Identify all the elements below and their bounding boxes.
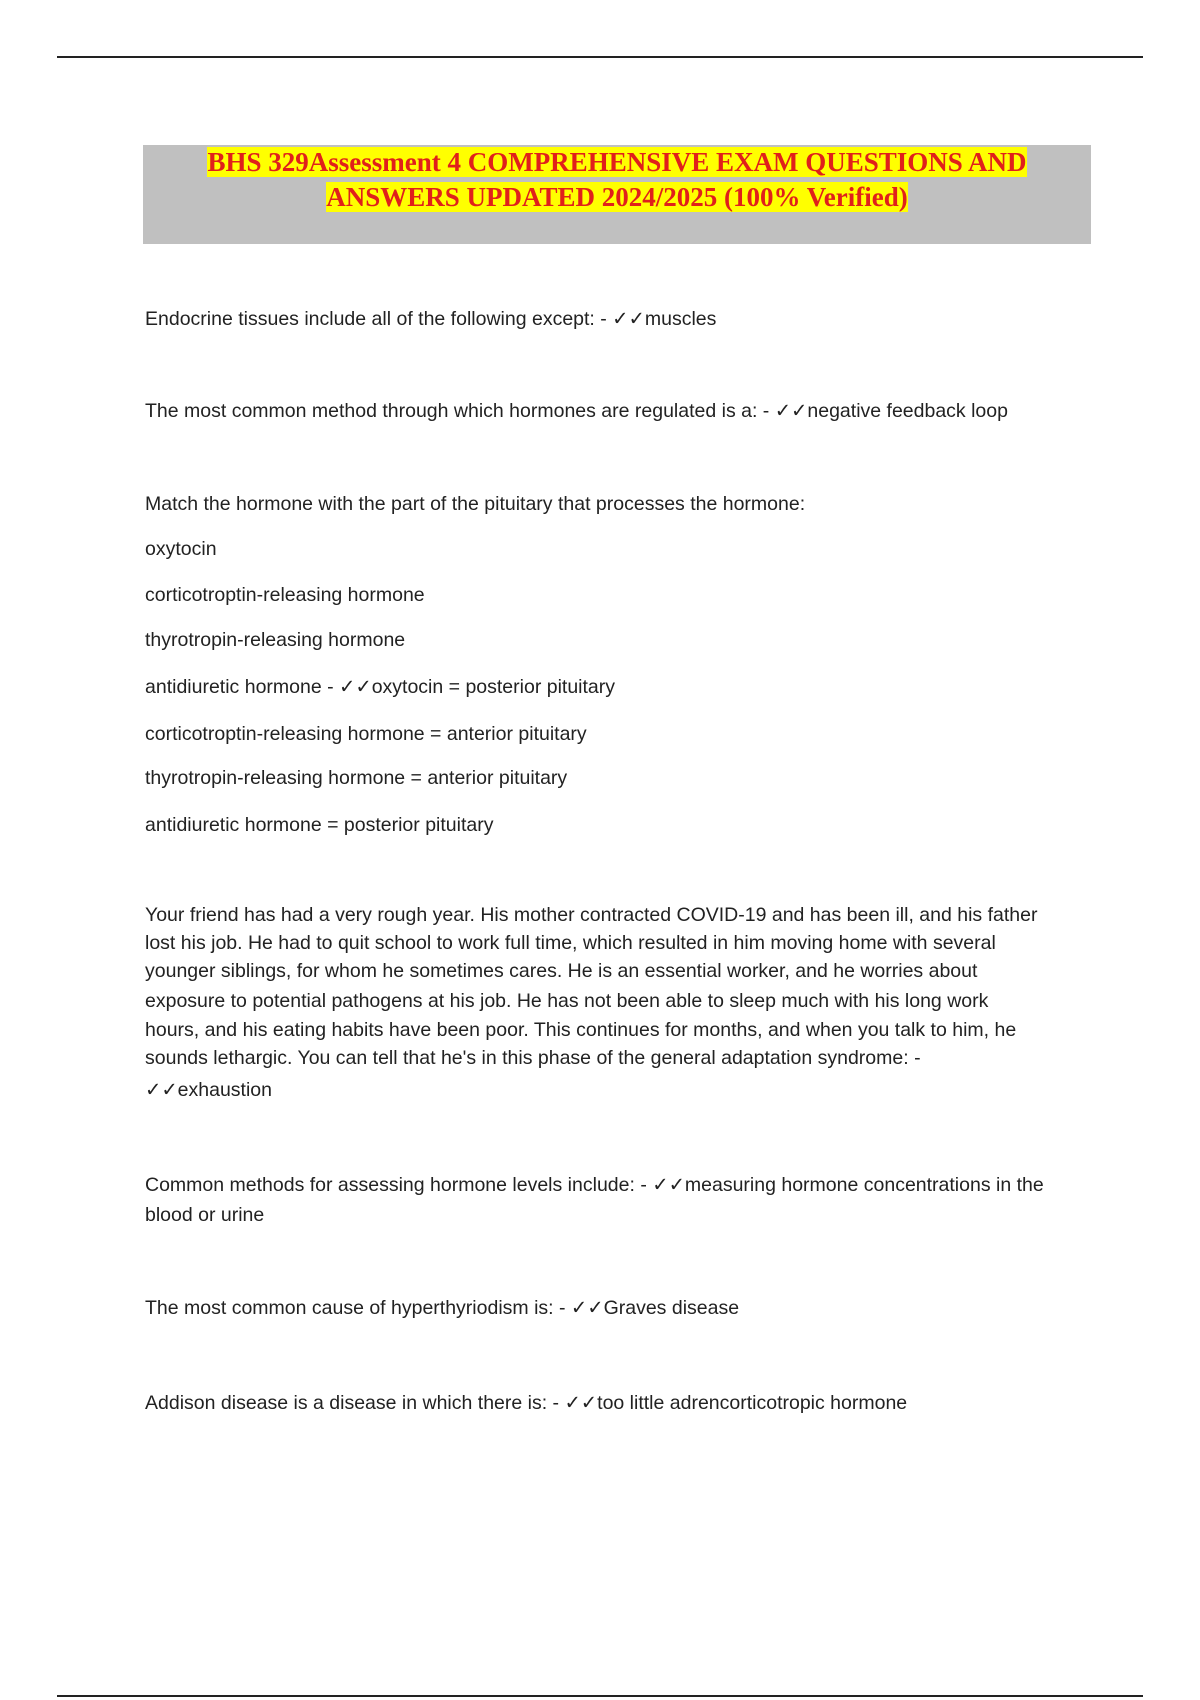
question-2-text: The most common method through which hormones are regulated is a: - ✓✓negative feedback loop [145, 400, 1008, 422]
question-1-text: Endocrine tissues include all of the following except: - ✓✓muscles [145, 308, 717, 330]
question-1 [145, 305, 716, 334]
question-4-line-2: lost his job. He had to quit school to work full time, which resulted in him moving home with several [145, 932, 996, 954]
question-4-line-3: younger siblings, for whom he sometimes cares. He is an essential worker, and he worries about [145, 960, 978, 982]
question-3-line-1: oxytocin [145, 538, 217, 560]
question-3-prompt: Match the hormone with the part of the pituitary that processes the hormone: [145, 493, 806, 515]
question-6 [145, 1294, 739, 1323]
question-7 [145, 1389, 907, 1418]
question-3-line-5: corticotroptin-releasing hormone = anterior pituitary [145, 723, 587, 745]
question-4-line-7: ✓✓exhaustion [145, 1079, 272, 1101]
top-rule [57, 56, 1143, 58]
question-3-line-3: thyrotropin-releasing hormone [145, 629, 406, 651]
question-4-line-6: sounds lethargic. You can tell that he's in this phase of the general adaptation syndrome: - [145, 1047, 921, 1069]
question-3-line-2: corticotroptin-releasing hormone [145, 584, 425, 606]
question-6-text: The most common cause of hyperthyriodism is: - ✓✓Graves disease [145, 1297, 740, 1319]
question-3-line-7: antidiuretic hormone = posterior pituitary [145, 814, 494, 836]
question-2 [145, 397, 1008, 426]
bottom-rule [57, 1695, 1143, 1697]
title-line-1 [143, 145, 1091, 180]
question-3 [145, 490, 806, 836]
title-text-2: ANSWERS UPDATED 2024/2025 (100% Verified) [326, 182, 908, 212]
question-5-line-2: blood or urine [145, 1204, 265, 1226]
question-4-line-5: hours, and his eating habits have been poor. This continues for months, and when you talk to him, he [145, 1019, 1017, 1041]
question-4-line-1: Your friend has had a very rough year. His mother contracted COVID-19 and has been ill, and his father [145, 904, 1038, 926]
question-5-line-1: Common methods for assessing hormone levels include: - ✓✓measuring hormone concentrations in the [145, 1174, 1044, 1196]
title-banner [143, 145, 1091, 244]
title-text-1: BHS 329Assessment 4 COMPREHENSIVE EXAM QUESTIONS AND [207, 147, 1027, 177]
title-line-2 [143, 180, 1091, 215]
question-3-line-4: antidiuretic hormone - ✓✓oxytocin = posterior pituitary [145, 676, 616, 698]
question-3-line-6: thyrotropin-releasing hormone = anterior pituitary [145, 767, 568, 789]
question-7-text: Addison disease is a disease in which there is: - ✓✓too little adrencorticotropic hormone [145, 1392, 908, 1414]
question-4-line-4: exposure to potential pathogens at his job. He has not been able to sleep much with his long work [145, 990, 989, 1012]
